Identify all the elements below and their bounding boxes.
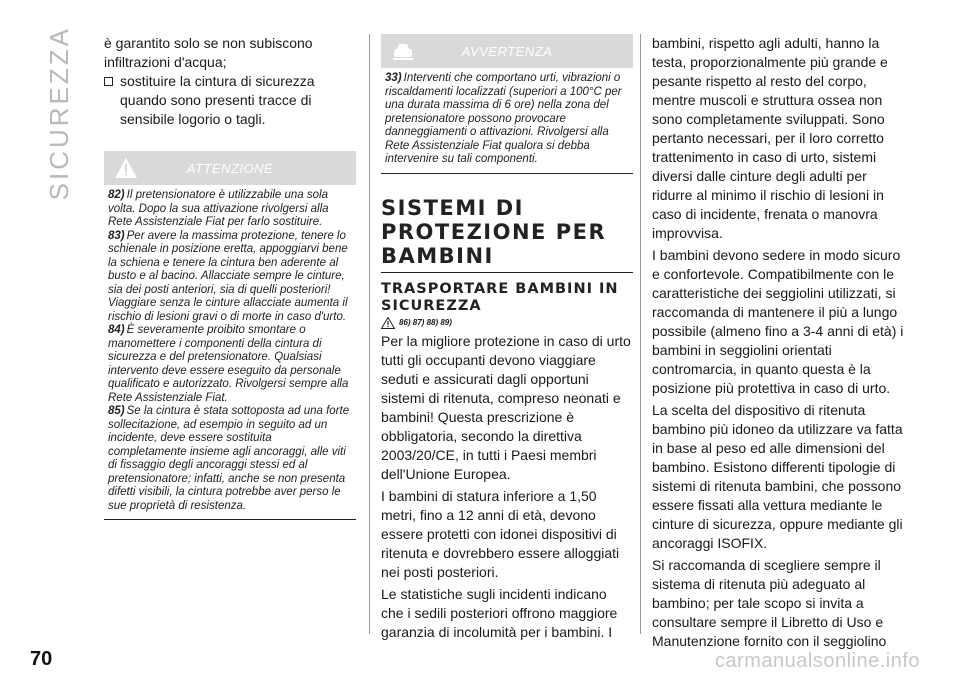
- column-divider: [640, 34, 641, 634]
- paragraph: bambini, rispetto agli adulti, hanno la testa, proporzionalmente più grande e pesante rispetto al resto del corpo, mentre muscoli e struttura ossea non sono completamente sviluppati. Sono pertanto necessari, per il loro corretto trattenimento in caso di urto, sistemi diversi dalle cinture degli adulti per ridurre al minimo il rischio di lesioni in caso di incidente, frenata o manovra improvvisa.: [652, 35, 888, 241]
- paragraph: La scelta del dispositivo di ritenuta bambino più idoneo da utilizzare va fatta in base al peso ed alle dimensioni del bambino. Esistono differenti tipologie di sistemi di ritenuta bambini, che possono essere fissati alla vettura mediante le cinture di sicurezza, oppure mediante gli ancoraggi ISOFIX.: [652, 402, 903, 551]
- warning-triangle-icon: [114, 157, 138, 179]
- page-number: 70: [30, 648, 53, 670]
- paragraph: I bambini di statura inferiore a 1,50 metri, fino a 12 anni di età, devono essere protetti con idonei dispositivi di ritenuta e dovrebbero essere alloggiati nei posti posteriori.: [381, 487, 620, 580]
- warning-item: 82) Il pretensionatore è utilizzabile una sola volta. Dopo la sua attivazione rivolgersi alla Rete Assistenziale Fiat per farlo sostituire.: [108, 189, 329, 228]
- intro-text: è garantito solo se non subiscono infiltrazioni d'acqua;: [104, 35, 313, 70]
- watermark: carmanualsonline.info: [714, 650, 920, 672]
- attention-box: [104, 151, 356, 520]
- subsection-heading: TRASPORTARE BAMBINI IN SICUREZZA: [381, 280, 619, 314]
- column-1: [104, 34, 356, 520]
- column-2: [381, 34, 633, 642]
- bullet-text: sostituire la cintura di sicurezza quando sono presenti tracce di sensibile logorio o tagli.: [120, 73, 315, 127]
- column-divider: [369, 34, 370, 634]
- reference-numbers: 86) 87) 88) 89): [399, 318, 452, 327]
- column-3: [652, 34, 904, 651]
- attention-header: [104, 151, 356, 185]
- section-heading: SISTEMI DI PROTEZIONE PER BAMBINI: [381, 195, 607, 268]
- warning-item: 33) Interventi che comportano urti, vibrazioni o riscaldamenti localizzati (superiori a 100°C per una durata massima di 6 ore) nella zona del pretensionatore possono provocare danneggiamenti o attivazioni. Rivolgersi alla Rete Assistenziale Fiat qualora si debba intervenire su tali componenti.: [385, 72, 622, 165]
- warning-item: 85) Se la cintura è stata sottoposta ad una forte sollecitazione, ad esempio in seguito ad un incidente, deve essere sostituita completamente insieme agli ancoraggi, alle viti di fissaggio degli ancoraggi stessi ed al pretensionatore; infatti, anche se non presenta difetti visibili, la cintura potrebbe aver perso le sue proprietà di resistenza.: [108, 405, 350, 512]
- caution-body: [381, 68, 633, 173]
- attention-title: ATTENZIONE: [186, 160, 274, 176]
- section-side-tab: [34, 26, 84, 201]
- warning-item: 83) Per avere la massima protezione, tenere lo schienale in posizione eretta, appoggiarvi bene la schiena e tenere la cintura ben aderente al busto e al bacino. Allacciate sempre le cinture, sia dei posti anteriori, sia di quelli posteriori! Viaggiare senza le cinture allacciate aumenta il rischio di lesioni gravi o di morte in caso d'urto.: [108, 229, 348, 323]
- paragraph: Si raccomanda di scegliere sempre il sistema di ritenuta più adeguato al bambino; per tale scopo si invita a consultare sempre il Libretto di Uso e Manutenzione fornito con il seggiolino: [652, 557, 887, 649]
- caution-box: [381, 34, 633, 174]
- paragraph: I bambini devono sedere in modo sicuro e confortevole. Compatibilmente con le caratteristiche dei seggiolini utilizzati, si raccomanda di mantenere il più a lungo possibile (almeno fino a 3-4 anni di età) i bambini in seggiolini orientati contromarcia, in quanto questa è la posizione più protettiva in caso di urto.: [652, 247, 904, 396]
- warning-references: [381, 317, 633, 329]
- warning-item: 84) È severamente proibito smontare o manomettere i componenti della cintura di sicurezza e del pretensionatore. Qualsiasi intervento deve essere eseguito da personale qualificato e autorizzato. Rivolgersi sempre alla Rete Assistenziale Fiat.: [108, 324, 349, 404]
- heading-rule: [381, 272, 633, 273]
- caution-header: [381, 34, 633, 68]
- bullet-square-icon: [104, 77, 113, 86]
- section-title: SICUREZZA: [43, 26, 74, 201]
- paragraph: Le statistiche sugli incidenti indicano che i sedili posteriori offrono maggiore garanzia di incolumità per i bambini. I: [381, 585, 618, 640]
- bullet-item: [104, 72, 356, 129]
- warning-triangle-icon: [381, 317, 395, 329]
- paragraph: Per la migliore protezione in caso di urto tutti gli occupanti devono viaggiare seduti e assicurati dagli opportuni sistemi di ritenuta, compreso neonati e bambini! Questa prescrizione è obbligatoria, secondo la direttiva 2003/20/CE, in tutti i Paesi membri dell'Unione Europea.: [381, 332, 631, 482]
- caution-title: AVVERTENZA: [461, 43, 553, 59]
- attention-body: [104, 185, 356, 519]
- car-warning-icon: [391, 40, 415, 62]
